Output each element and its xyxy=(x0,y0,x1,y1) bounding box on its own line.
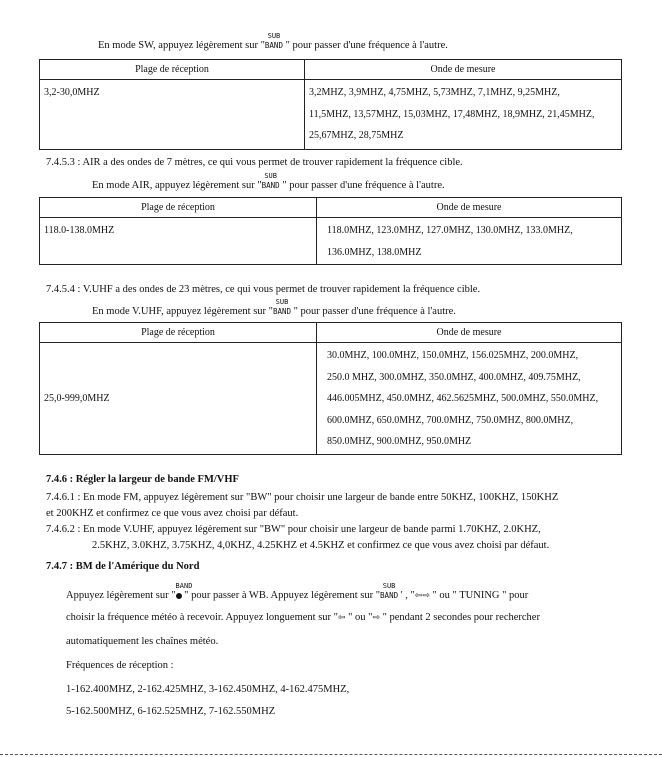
sw-step-line: 3,2MHZ, 3,9MHZ, 4,75MHZ, 5,73MHZ, 7,1MHZ, 9,25MHZ, xyxy=(309,87,560,98)
sub-label: SUB xyxy=(275,298,289,306)
wb-line1 xyxy=(66,582,529,601)
band-label: BAND xyxy=(261,181,280,190)
wb-text: " pour passer à WB. Appuyez légèrement sur " xyxy=(181,590,381,601)
air-table xyxy=(39,197,622,265)
sub-band-key xyxy=(380,582,399,600)
band-label: BAND xyxy=(264,41,283,50)
header-steps: Onde de mesure xyxy=(317,198,622,218)
sw-step-line: 25,67MHZ, 28,75MHZ xyxy=(309,130,404,141)
air-intro-text-end: " pour passer d'une fréquence à l'autre. xyxy=(279,180,445,191)
wb-text: " ou " TUNING " pour xyxy=(429,590,529,601)
header-range: Plage de réception xyxy=(40,323,317,343)
sub-band-key xyxy=(264,32,283,50)
wb-freq-line1: 1-162.400MHZ, 2-162.425MHZ, 3-162.450MHZ, 4-162.475MHZ, xyxy=(66,684,350,695)
bw-p2-line1: 7.4.6.2 : En mode V.UHF, appuyez légèrement sur "BW" pour choisir une largeur de bande parmi 1.70KHZ, 2.0KHZ, xyxy=(46,524,541,535)
vuhf-step-line: 600.0MHZ, 650.0MHZ, 700.0MHZ, 750.0MHZ, 800.0MHZ, xyxy=(327,414,574,426)
page-bottom-rule xyxy=(0,754,662,755)
air-step-line: 118.0MHZ, 123.0MHZ, 127.0MHZ, 130.0MHZ, 133.0MHZ, xyxy=(327,225,573,236)
left-right-arrow-icon: ⇦⇨ xyxy=(414,591,430,601)
vuhf-intro-text-end: " pour passer d'une fréquence à l'autre. xyxy=(291,306,456,317)
header-steps: Onde de mesure xyxy=(317,323,622,343)
sub-label: SUB xyxy=(382,582,396,590)
wb-text: " ou " xyxy=(345,612,373,623)
air-intro xyxy=(92,172,445,191)
wb-text: Appuyez légèrement sur " xyxy=(66,590,176,601)
vuhf-step-line: 850.0MHZ, 900.0MHZ, 950.0MHZ xyxy=(327,436,472,447)
vuhf-intro xyxy=(92,298,456,317)
sw-intro-text-end: " pour passer d'une fréquence à l'autre. xyxy=(282,40,448,51)
wb-freq-label: Fréquences de réception : xyxy=(66,660,174,671)
sw-intro xyxy=(98,32,448,51)
vuhf-table xyxy=(39,322,622,455)
air-intro-text: En mode AIR, appuyez légèrement sur " xyxy=(92,180,262,191)
band-label: BAND xyxy=(175,582,193,590)
wb-line2 xyxy=(66,612,540,623)
sw-range: 3,2-30,0MHZ xyxy=(44,87,100,98)
wb-text: choisir la fréquence météo à recevoir. Appuyez longuement sur " xyxy=(66,612,338,623)
sub-band-key xyxy=(261,172,280,190)
vuhf-range: 25,0-999,0MHZ xyxy=(44,392,110,404)
sw-step-line: 11,5MHZ, 13,57MHZ, 15,03MHZ, 17,48MHZ, 18,9MHZ, 21,45MHZ, xyxy=(309,108,595,120)
vuhf-step-line: 446.005MHZ, 450.0MHZ, 462.5625MHZ, 500.0MHZ, 550.0MHZ, xyxy=(327,393,599,404)
air-step-line: 136.0MHZ, 138.0MHZ xyxy=(327,246,422,258)
wb-freq-line2: 5-162.500MHZ, 6-162.525MHZ, 7-162.550MHZ xyxy=(66,706,276,717)
vuhf-intro-text: En mode V.UHF, appuyez légèrement sur " xyxy=(92,306,273,317)
wb-text: " pendant 2 secondes pour rechercher xyxy=(379,612,540,623)
wb-line3: automatiquement les chaînes météo. xyxy=(66,636,219,647)
left-arrow-icon: ⇦ xyxy=(337,613,346,623)
sub-label: SUB xyxy=(264,172,277,180)
wb-heading: 7.4.7 : BM de l'Amérique du Nord xyxy=(46,561,200,572)
bw-heading: 7.4.6 : Régler la largeur de bande FM/VHF xyxy=(46,474,239,485)
band-label: BAND xyxy=(380,591,399,600)
band-label: BAND xyxy=(272,307,291,316)
header-range: Plage de réception xyxy=(40,198,317,218)
band-key xyxy=(175,582,193,600)
air-title: 7.4.5.3 : AIR a des ondes de 7 mètres, ce qui vous permet de trouver rapidement la fréquence cible. xyxy=(46,157,463,168)
band-dot-icon xyxy=(176,593,182,599)
sub-label: SUB xyxy=(267,32,281,40)
sub-band-key xyxy=(272,298,291,316)
sw-intro-text: En mode SW, appuyez légèrement sur " xyxy=(98,40,265,51)
vuhf-step-line: 250.0 MHZ, 300.0MHZ, 350.0MHZ, 400.0MHZ, 409.75MHZ, xyxy=(327,371,581,383)
sw-table xyxy=(39,59,622,150)
bw-p2-line2: 2.5KHZ, 3.0KHZ, 3.75KHZ, 4,0KHZ, 4.25KHZ et 4.5KHZ et confirmez ce que vous avez choisi par défaut. xyxy=(92,540,550,551)
wb-text: ' , " xyxy=(398,590,415,601)
vuhf-step-line: 30.0MHZ, 100.0MHZ, 150.0MHZ, 156.025MHZ, 200.0MHZ, xyxy=(327,350,579,361)
air-range: 118.0-138.0MHZ xyxy=(44,225,115,236)
header-range: Plage de réception xyxy=(40,60,305,80)
vuhf-title: 7.4.5.4 : V.UHF a des ondes de 23 mètres, ce qui vous permet de trouver rapidement la fréquence cible. xyxy=(46,284,481,295)
right-arrow-icon: ⇨ xyxy=(372,613,380,623)
bw-p1-line1: 7.4.6.1 : En mode FM, appuyez légèrement sur "BW" pour choisir une largeur de bande entre 50KHZ, 100KHZ, 150KHZ xyxy=(46,492,559,503)
bw-p1-line2: et 200KHZ et confirmez ce que vous avez choisi par défaut. xyxy=(46,508,299,519)
header-steps: Onde de mesure xyxy=(305,60,622,80)
